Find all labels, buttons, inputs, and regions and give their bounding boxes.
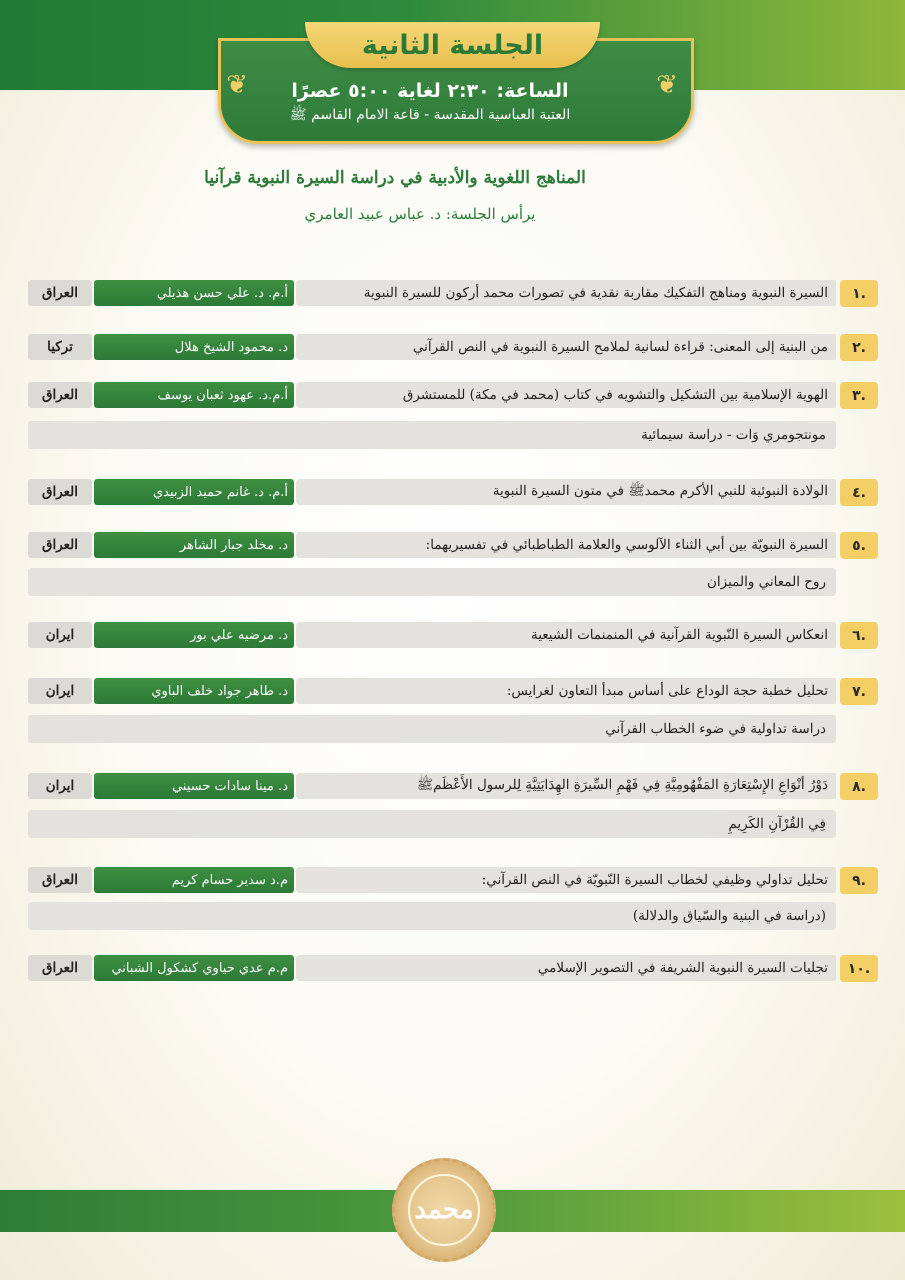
paper-title: تجليات السيرة النبوية الشريفة في التصوير الإسلامي	[296, 955, 836, 981]
paper-country: العراق	[28, 382, 92, 408]
ornament-icon: ❦	[226, 70, 248, 100]
paper-author: أ.م.د. عهود ثعبان يوسف	[94, 382, 294, 408]
paper-author: د. مينا سادات حسيني	[94, 773, 294, 799]
paper-title: تحليل تداولي وظيفي لخطاب السيرة النّبويّة في النص القرآني:	[296, 867, 836, 893]
paper-country: العراق	[28, 955, 92, 981]
muhammad-calligraphy-medallion-icon	[392, 1158, 496, 1262]
paper-number: .١	[840, 280, 878, 307]
paper-author: د. مرضيه علي بور	[94, 622, 294, 648]
paper-title-continuation: دراسة تداولية في ضوء الخطاب القرآني	[28, 715, 836, 743]
paper-title-continuation: روح المعاني والميزان	[28, 568, 836, 596]
paper-title: دَوْرُ أنْوَاعِ الإِسْتِعَارَةِ المَفْهُومِيَّةِ فِي فَهْمِ السِّيرَةِ الهِدَايَتِيَّةِ لِلرسول الأَعْظَمﷺ	[296, 773, 836, 799]
session-chair: يرأس الجلسة: د. عباس عبيد العامري	[304, 205, 536, 223]
paper-country: العراق	[28, 479, 92, 505]
session-theme: المناهج اللغوية والأدبية في دراسة السيرة النبوية قرآنيا	[204, 168, 586, 188]
paper-title: من البنية إلى المعنى: قراءة لسانية لملامح السيرة النبوية في النص القرآني	[296, 334, 836, 360]
paper-author: د. مخلد جبار الشاهر	[94, 532, 294, 558]
paper-number: .٩	[840, 867, 878, 894]
paper-title: السيرة النبوية ومناهج التفكيك مقاربة نقدية في تصورات محمد أركون للسيرة النبوية	[296, 280, 836, 306]
paper-country: ايران	[28, 678, 92, 704]
ornament-icon: ❦	[656, 70, 678, 100]
paper-number: .٦	[840, 622, 878, 649]
paper-number: .٨	[840, 773, 878, 800]
session-time: الساعة: ٢:٣٠ لغاية ٥:٠٠ عصرًا	[291, 80, 569, 102]
paper-country: العراق	[28, 280, 92, 306]
paper-country: ايران	[28, 622, 92, 648]
paper-author: د. طاهر جواد خلف الباوي	[94, 678, 294, 704]
paper-number: .٤	[840, 479, 878, 506]
paper-title-continuation: مونتجومري وَات - دراسة سيمائية	[28, 421, 836, 449]
paper-number: .٢	[840, 334, 878, 361]
paper-title: تحليل خطبة حجة الوداع على أساس مبدأ التعاون لغرايس:	[296, 678, 836, 704]
paper-title: الهوية الإسلامية بين التشكيل والتشويه في كتاب (محمد في مكة) للمستشرق	[296, 382, 836, 408]
paper-number: .٧	[840, 678, 878, 705]
paper-country: العراق	[28, 532, 92, 558]
paper-number: .١٠	[840, 955, 878, 982]
paper-country: العراق	[28, 867, 92, 893]
paper-title: السيرة النبويّة بين أبي الثناء الآلوسي والعلامة الطباطبائي في تفسيريهما:	[296, 532, 836, 558]
paper-country: ايران	[28, 773, 92, 799]
paper-author: د. محمود الشيخ هلال	[94, 334, 294, 360]
paper-title: انعكاس السيرة النّبوية القرآنية في المنمنمات الشيعية	[296, 622, 836, 648]
paper-author: أ.م. د. علي حسن هذيلي	[94, 280, 294, 306]
paper-title-continuation: (دراسة في البنية والسّياق والدلالة)	[28, 902, 836, 930]
session-title: الجلسة الثانية	[361, 29, 544, 61]
paper-number: .٥	[840, 532, 878, 559]
emblem-text: محمد	[408, 1174, 480, 1246]
paper-title-continuation: فِي القُرْآنِ الكَرِيمِ	[28, 810, 836, 838]
paper-author: أ.م. د. غانم حميد الزبيدي	[94, 479, 294, 505]
session-venue: العتبة العباسية المقدسة - قاعة الامام القاسم ﷺ	[289, 107, 571, 123]
paper-author: م.د سدير حسام كريم	[94, 867, 294, 893]
paper-number: .٣	[840, 382, 878, 409]
paper-author: م.م عدي حياوي كشكول الشباني	[94, 955, 294, 981]
paper-title: الولادة النبوئية للنبي الأكرم محمدﷺ في متون السيرة النبوية	[296, 479, 836, 505]
paper-country: تركيا	[28, 334, 92, 360]
